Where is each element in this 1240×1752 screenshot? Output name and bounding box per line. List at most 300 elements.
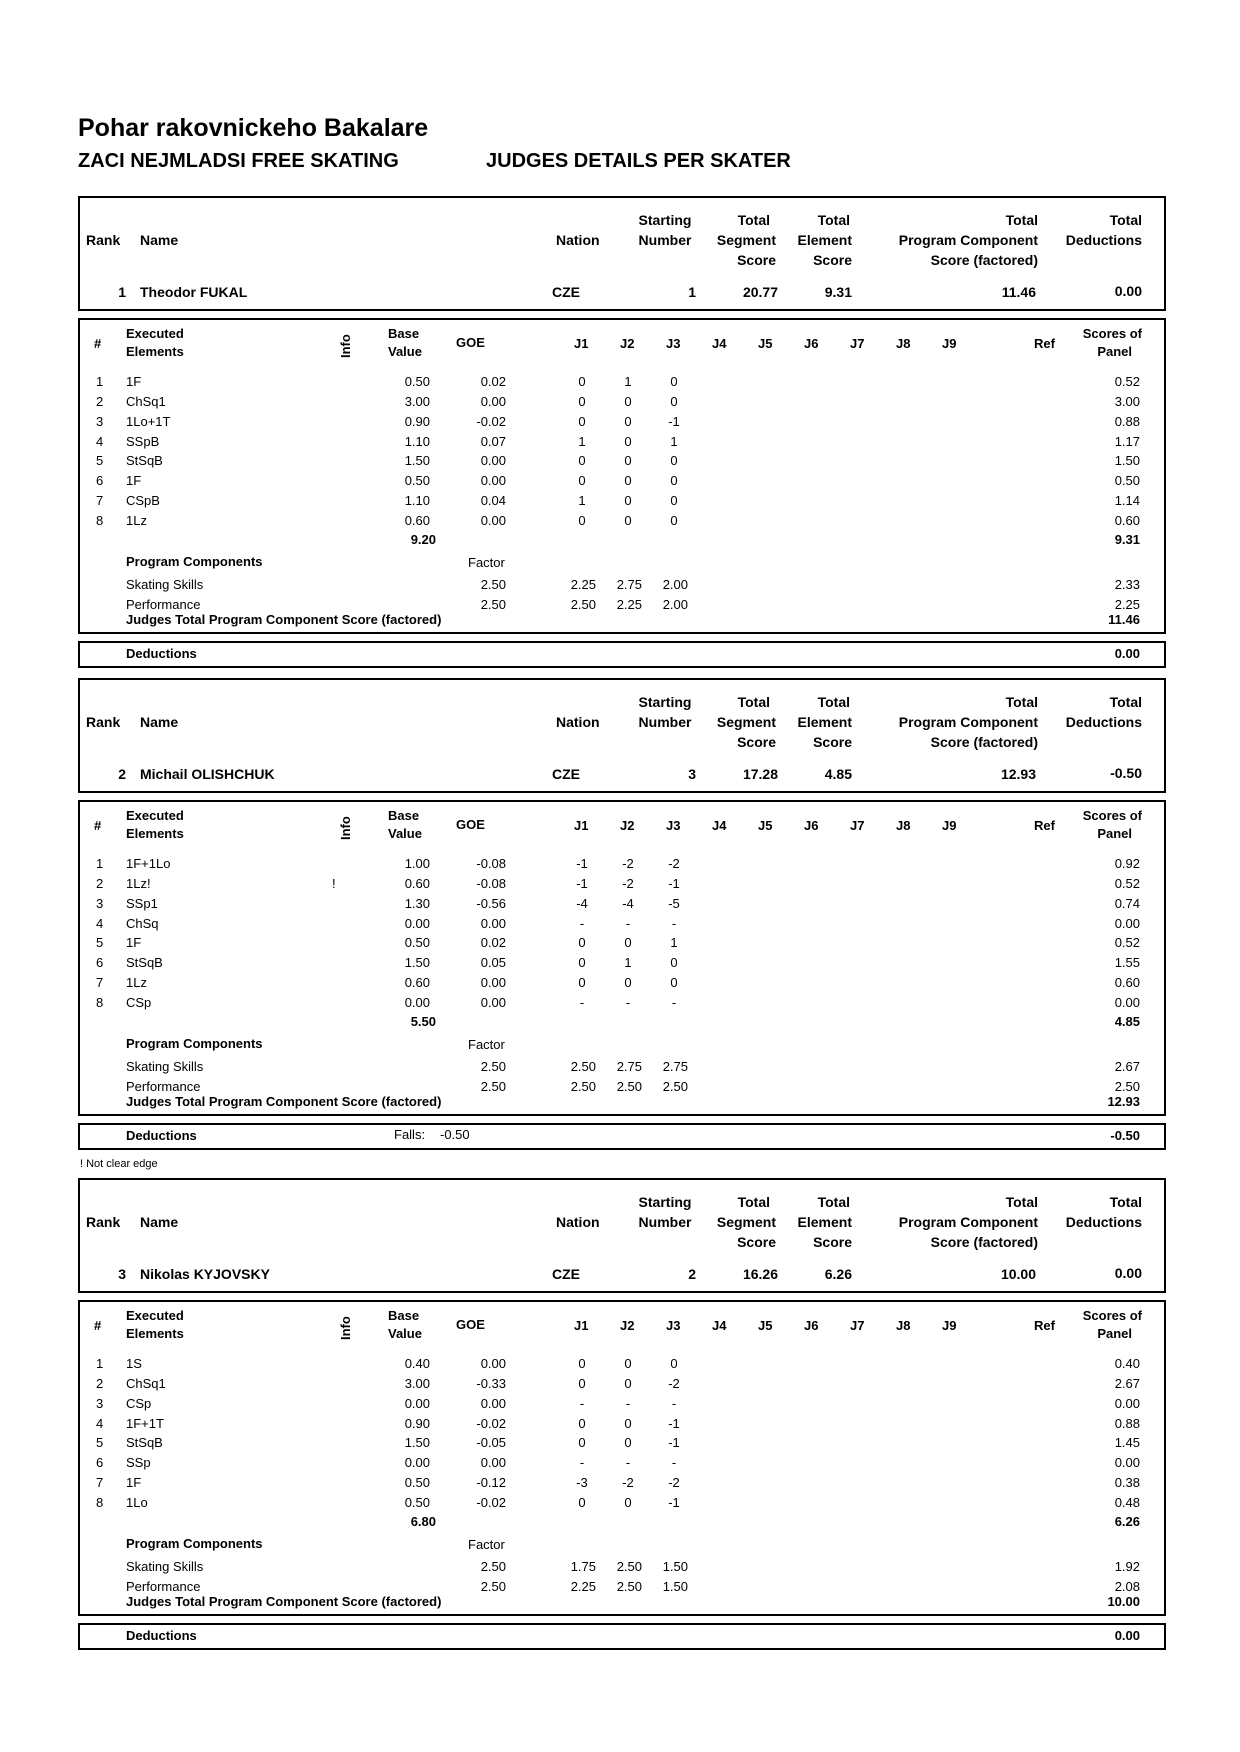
base-value: 0.00 <box>404 1455 430 1470</box>
judge-1-score: - <box>579 916 585 931</box>
factor-header: Factor <box>468 555 505 570</box>
j6-header: J6 <box>804 1318 819 1333</box>
base-header-1: Base <box>388 326 420 341</box>
nation-header: Nation <box>556 1214 600 1230</box>
starting-header-1: Starting <box>638 694 692 710</box>
goe-value: 0.00 <box>480 1396 506 1411</box>
judge-2-score: - <box>625 916 631 931</box>
goe-value: 0.00 <box>480 916 506 931</box>
element-code: CSpB <box>126 493 160 508</box>
base-value: 1.50 <box>404 955 430 970</box>
rank-header: Rank <box>86 1214 121 1230</box>
judge-1-score: 1 <box>578 493 586 508</box>
falls-label: Falls: <box>394 1127 426 1142</box>
element-row-number: 1 <box>96 374 104 389</box>
judge-1-score: -4 <box>576 896 588 911</box>
element-code: CSp <box>126 995 152 1010</box>
base-header-2: Value <box>388 344 422 359</box>
base-header-1: Base <box>388 1308 420 1323</box>
base-value-total: 6.80 <box>410 1514 436 1529</box>
judge-1-score: 1 <box>578 434 586 449</box>
judge-3-score: - <box>671 995 677 1010</box>
element-row-number: 4 <box>96 434 104 449</box>
judges-total-label: Judges Total Program Component Score (factored) <box>126 1594 442 1609</box>
base-value-total: 9.20 <box>410 532 436 547</box>
component-panel: 2.33 <box>1114 577 1140 592</box>
judge-1-score: 0 <box>578 453 586 468</box>
goe-value: 0.07 <box>480 434 506 449</box>
component-name: Performance <box>126 1079 201 1094</box>
judge-2-score: 0 <box>624 473 632 488</box>
base-value: 0.40 <box>404 1356 430 1371</box>
judge-3-score: 0 <box>670 975 678 990</box>
j9-header: J9 <box>942 336 957 351</box>
goe-value: 0.04 <box>480 493 506 508</box>
base-value: 0.60 <box>404 876 430 891</box>
component-judge-2: 2.50 <box>616 1559 642 1574</box>
element-code: 1F <box>126 473 142 488</box>
base-value: 0.50 <box>404 374 430 389</box>
name-header: Name <box>140 232 179 248</box>
component-panel: 2.50 <box>1114 1079 1140 1094</box>
element-row-number: 3 <box>96 1396 104 1411</box>
judge-2-score: 0 <box>624 453 632 468</box>
skater-name: Michail OLISHCHUK <box>140 766 275 782</box>
judge-1-score: -1 <box>576 856 588 871</box>
exec-header-1: Executed <box>126 808 184 823</box>
component-judge-2: 2.25 <box>616 597 642 612</box>
base-header-2: Value <box>388 826 422 841</box>
component-judge-2: 2.75 <box>616 577 642 592</box>
goe-value: 0.05 <box>480 955 506 970</box>
panel-total: 6.26 <box>1114 1514 1140 1529</box>
tss-header-2: Segment <box>716 1214 776 1230</box>
tes-value: 6.26 <box>824 1266 852 1282</box>
tss-value: 17.28 <box>742 766 778 782</box>
nation-header: Nation <box>556 232 600 248</box>
panel-score: 0.00 <box>1114 916 1140 931</box>
panel-total: 4.85 <box>1114 1014 1140 1029</box>
panel-score: 3.00 <box>1114 394 1140 409</box>
panel-score: 0.40 <box>1114 1356 1140 1371</box>
base-value: 0.90 <box>404 1416 430 1431</box>
judge-3-score: 0 <box>670 473 678 488</box>
tes-value: 4.85 <box>824 766 852 782</box>
goe-value: 0.00 <box>480 394 506 409</box>
pcs-header-3: Score (factored) <box>930 252 1038 268</box>
starting-number: 3 <box>688 766 696 782</box>
program-components-label: Program Components <box>126 1536 263 1551</box>
component-judge-1: 2.50 <box>570 1059 596 1074</box>
element-code: 1F+1Lo <box>126 856 171 871</box>
judges-total-value: 11.46 <box>1108 612 1140 627</box>
judge-3-score: 0 <box>670 394 678 409</box>
component-judge-1: 2.50 <box>570 597 596 612</box>
panel-score: 1.17 <box>1114 434 1140 449</box>
component-name: Performance <box>126 1579 201 1594</box>
tss-header-3: Score <box>737 1234 776 1250</box>
judges-total-value: 10.00 <box>1107 1594 1140 1609</box>
panel-score: 0.60 <box>1114 513 1140 528</box>
judge-3-score: -1 <box>668 1495 680 1510</box>
component-panel: 2.08 <box>1114 1579 1140 1594</box>
base-value: 0.50 <box>404 935 430 950</box>
goe-value: -0.08 <box>476 856 506 871</box>
skater-name: Nikolas KYJOVSKY <box>140 1266 270 1282</box>
judge-3-score: 0 <box>670 453 678 468</box>
judge-2-score: 0 <box>624 1376 632 1391</box>
panel-score: 0.00 <box>1114 1455 1140 1470</box>
goe-value: -0.12 <box>476 1475 506 1490</box>
judge-3-score: 1 <box>670 434 678 449</box>
event-title: Pohar rakovnickeho Bakalare <box>78 114 429 142</box>
tss-header-2: Segment <box>716 232 776 248</box>
element-code: 1F <box>126 1475 142 1490</box>
base-header-1: Base <box>388 808 420 823</box>
judges-total-label: Judges Total Program Component Score (factored) <box>126 612 442 627</box>
j8-header: J8 <box>896 818 911 833</box>
tes-header-2: Element <box>797 232 852 248</box>
judge-2-score: 0 <box>624 1356 632 1371</box>
element-code: SSp1 <box>126 896 158 911</box>
judge-1-score: 0 <box>578 513 586 528</box>
base-value-total: 5.50 <box>410 1014 436 1029</box>
pcs-header-2: Program Component <box>898 232 1038 248</box>
panel-score: 1.50 <box>1114 453 1140 468</box>
pcs-header-3: Score (factored) <box>930 1234 1038 1250</box>
goe-value: 0.02 <box>480 374 506 389</box>
judge-2-score: -4 <box>622 896 634 911</box>
panel-score: 0.88 <box>1114 1416 1140 1431</box>
goe-value: -0.05 <box>476 1435 506 1450</box>
judge-1-score: 0 <box>578 1495 586 1510</box>
deductions-value: 0.00 <box>1114 1628 1140 1643</box>
starting-header-2: Number <box>638 1214 692 1230</box>
pcs-value: 11.46 <box>1001 284 1036 300</box>
j2-header: J2 <box>620 818 635 833</box>
starting-header-1: Starting <box>638 1194 692 1210</box>
tss-header-1: Total <box>737 1194 770 1210</box>
judge-2-score: 0 <box>624 513 632 528</box>
panel-score: 0.74 <box>1114 896 1140 911</box>
nation-value: CZE <box>552 1266 580 1282</box>
judge-3-score: -1 <box>668 876 680 891</box>
component-judge-3: 1.50 <box>662 1559 688 1574</box>
goe-value: -0.02 <box>476 1416 506 1431</box>
deductions-value: -0.50 <box>1110 1128 1140 1143</box>
panel-score: 0.52 <box>1114 935 1140 950</box>
ded-value: 0.00 <box>1114 283 1142 299</box>
judge-3-score: 0 <box>670 1356 678 1371</box>
element-row-number: 6 <box>96 955 104 970</box>
tes-header-2: Element <box>797 714 852 730</box>
goe-header: GOE <box>456 1317 485 1332</box>
pcs-value: 12.93 <box>1000 766 1036 782</box>
judge-3-score: 0 <box>670 955 678 970</box>
component-name: Skating Skills <box>126 1059 204 1074</box>
judge-3-score: -1 <box>668 1416 680 1431</box>
judge-2-score: 0 <box>624 935 632 950</box>
j3-header: J3 <box>666 336 681 351</box>
component-judge-1: 2.50 <box>570 1079 596 1094</box>
judge-1-score: - <box>579 1455 585 1470</box>
category-title: ZACI NEJMLADSI FREE SKATING <box>78 150 399 172</box>
element-code: 1Lz! <box>126 876 151 891</box>
component-judge-1: 2.25 <box>570 577 596 592</box>
judge-3-score: 1 <box>670 935 678 950</box>
deductions-label: Deductions <box>126 1128 197 1143</box>
panel-header-2: Panel <box>1097 344 1132 359</box>
ded-header-2: Deductions <box>1065 714 1142 730</box>
judge-1-score: 0 <box>578 1356 586 1371</box>
judge-3-score: -2 <box>668 1376 680 1391</box>
rank-value: 1 <box>118 284 126 300</box>
judge-1-score: 0 <box>578 1376 586 1391</box>
starting-header-1: Starting <box>638 212 692 228</box>
factor-header: Factor <box>468 1537 505 1552</box>
exec-header-2: Elements <box>126 344 184 359</box>
goe-value: 0.00 <box>480 453 506 468</box>
judge-2-score: 1 <box>624 955 632 970</box>
component-judge-1: 1.75 <box>570 1559 596 1574</box>
tes-value: 9.31 <box>824 284 852 300</box>
ded-header-2: Deductions <box>1065 1214 1142 1230</box>
element-row-number: 4 <box>96 916 104 931</box>
rank-value: 3 <box>118 1266 126 1282</box>
element-code: StSqB <box>126 955 163 970</box>
base-value: 0.50 <box>404 1475 430 1490</box>
j8-header: J8 <box>896 336 911 351</box>
ded-value: 0.00 <box>1114 1265 1142 1281</box>
component-judge-3: 2.50 <box>662 1079 688 1094</box>
j2-header: J2 <box>620 1318 635 1333</box>
goe-value: 0.00 <box>480 1455 506 1470</box>
element-row-number: 2 <box>96 876 104 891</box>
rank-header: Rank <box>86 232 121 248</box>
panel-score: 2.67 <box>1114 1376 1140 1391</box>
judge-3-score: -5 <box>668 896 680 911</box>
nation-value: CZE <box>552 284 580 300</box>
judges-total-value: 12.93 <box>1107 1094 1140 1109</box>
component-panel: 1.92 <box>1114 1559 1140 1574</box>
starting-number: 1 <box>688 284 696 300</box>
component-judge-1: 2.25 <box>570 1579 596 1594</box>
rank-value: 2 <box>118 766 126 782</box>
j7-header: J7 <box>850 818 865 833</box>
name-header: Name <box>140 714 179 730</box>
j3-header: J3 <box>666 1318 681 1333</box>
num-header: # <box>94 1318 102 1333</box>
deductions-label: Deductions <box>126 1628 197 1643</box>
judge-1-score: 0 <box>578 975 586 990</box>
j7-header: J7 <box>850 336 865 351</box>
pcs-header-3: Score (factored) <box>930 734 1038 750</box>
nation-header: Nation <box>556 714 600 730</box>
element-code: 1F+1T <box>126 1416 164 1431</box>
element-code: SSp <box>126 1455 151 1470</box>
judge-2-score: -2 <box>622 876 634 891</box>
ded-header-1: Total <box>1109 694 1142 710</box>
goe-value: -0.08 <box>476 876 506 891</box>
judges-total-label: Judges Total Program Component Score (factored) <box>126 1094 442 1109</box>
ref-header: Ref <box>1034 336 1055 351</box>
deductions-box <box>78 1123 1166 1150</box>
starting-number: 2 <box>688 1266 696 1282</box>
element-row-number: 5 <box>96 1435 104 1450</box>
judge-2-score: 0 <box>624 1435 632 1450</box>
judge-3-score: -1 <box>668 1435 680 1450</box>
component-judge-3: 1.50 <box>662 1579 688 1594</box>
panel-score: 0.38 <box>1114 1475 1140 1490</box>
judge-2-score: 0 <box>624 1416 632 1431</box>
info-header: Info <box>338 1316 353 1340</box>
footnote: ! Not clear edge <box>80 1158 158 1170</box>
factor-header: Factor <box>468 1037 505 1052</box>
judge-2-score: 1 <box>624 374 632 389</box>
judge-2-score: - <box>625 995 631 1010</box>
report-title: JUDGES DETAILS PER SKATER <box>486 150 791 172</box>
judge-3-score: - <box>671 1396 677 1411</box>
panel-score: 0.50 <box>1114 473 1140 488</box>
base-value: 0.50 <box>404 473 430 488</box>
tss-header-1: Total <box>737 212 770 228</box>
j1-header: J1 <box>574 336 589 351</box>
element-code: 1Lz <box>126 513 147 528</box>
judge-3-score: - <box>671 916 677 931</box>
pcs-header-2: Program Component <box>898 714 1038 730</box>
deductions-box <box>78 1623 1166 1650</box>
judge-1-score: - <box>579 995 585 1010</box>
base-value: 0.60 <box>404 513 430 528</box>
judge-2-score: 0 <box>624 434 632 449</box>
exec-header-1: Executed <box>126 1308 184 1323</box>
component-name: Performance <box>126 597 201 612</box>
element-row-number: 6 <box>96 473 104 488</box>
ded-header-1: Total <box>1109 212 1142 228</box>
element-row-number: 7 <box>96 493 104 508</box>
judge-1-score: 0 <box>578 935 586 950</box>
element-code: StSqB <box>126 453 163 468</box>
component-judge-3: 2.00 <box>662 597 688 612</box>
goe-value: 0.00 <box>480 473 506 488</box>
element-row-number: 5 <box>96 453 104 468</box>
judge-2-score: -2 <box>622 1475 634 1490</box>
j4-header: J4 <box>712 336 727 351</box>
panel-score: 0.00 <box>1114 995 1140 1010</box>
starting-header-2: Number <box>638 714 692 730</box>
skater-name: Theodor FUKAL <box>140 284 248 300</box>
judge-2-score: 0 <box>624 975 632 990</box>
tes-header-1: Total <box>817 212 850 228</box>
element-row-number: 1 <box>96 1356 104 1371</box>
panel-score: 1.45 <box>1114 1435 1140 1450</box>
tes-header-2: Element <box>797 1214 852 1230</box>
pcs-value: 10.00 <box>1000 1266 1036 1282</box>
element-row-number: 2 <box>96 394 104 409</box>
judge-2-score: 0 <box>624 1495 632 1510</box>
exec-header-2: Elements <box>126 826 184 841</box>
component-judge-3: 2.00 <box>662 577 688 592</box>
ref-header: Ref <box>1034 1318 1055 1333</box>
panel-score: 1.55 <box>1114 955 1140 970</box>
element-row-number: 8 <box>96 513 104 528</box>
base-header-2: Value <box>388 1326 422 1341</box>
tss-header-1: Total <box>737 694 770 710</box>
j1-header: J1 <box>574 818 589 833</box>
base-value: 0.60 <box>404 975 430 990</box>
j6-header: J6 <box>804 336 819 351</box>
panel-header-1: Scores of <box>1082 326 1142 341</box>
element-code: 1S <box>126 1356 142 1371</box>
component-judge-3: 2.75 <box>662 1059 688 1074</box>
panel-header-2: Panel <box>1097 826 1132 841</box>
j9-header: J9 <box>942 1318 957 1333</box>
element-row-number: 4 <box>96 1416 104 1431</box>
element-row-number: 8 <box>96 1495 104 1510</box>
base-value: 3.00 <box>404 394 430 409</box>
j7-header: J7 <box>850 1318 865 1333</box>
base-value: 1.10 <box>404 434 430 449</box>
panel-total: 9.31 <box>1114 532 1140 547</box>
element-code: 1F <box>126 374 142 389</box>
base-value: 1.10 <box>404 493 430 508</box>
element-row-number: 6 <box>96 1455 104 1470</box>
j5-header: J5 <box>758 1318 773 1333</box>
element-code: 1Lz <box>126 975 147 990</box>
j2-header: J2 <box>620 336 635 351</box>
component-panel: 2.25 <box>1114 597 1140 612</box>
judge-1-score: -1 <box>576 876 588 891</box>
base-value: 1.50 <box>404 1435 430 1450</box>
deductions-label: Deductions <box>126 646 197 661</box>
panel-score: 0.52 <box>1114 374 1140 389</box>
falls-value: -0.50 <box>440 1127 470 1142</box>
element-row-number: 2 <box>96 1376 104 1391</box>
judge-1-score: 0 <box>578 1416 586 1431</box>
element-row-number: 7 <box>96 1475 104 1490</box>
goe-value: -0.02 <box>476 1495 506 1510</box>
panel-score: 0.48 <box>1114 1495 1140 1510</box>
component-factor: 2.50 <box>480 597 506 612</box>
component-judge-2: 2.50 <box>616 1079 642 1094</box>
base-value: 0.00 <box>404 916 430 931</box>
element-code: StSqB <box>126 1435 163 1450</box>
goe-value: 0.00 <box>480 975 506 990</box>
element-code: SSpB <box>126 434 160 449</box>
deductions-box <box>78 641 1166 668</box>
component-factor: 2.50 <box>480 1079 506 1094</box>
goe-value: 0.00 <box>480 513 506 528</box>
program-components-label: Program Components <box>126 554 263 569</box>
judge-1-score: 0 <box>578 394 586 409</box>
ref-header: Ref <box>1034 818 1055 833</box>
j3-header: J3 <box>666 818 681 833</box>
tss-header-2: Segment <box>716 714 776 730</box>
base-value: 1.30 <box>404 896 430 911</box>
program-components-label: Program Components <box>126 1036 263 1051</box>
tss-value: 20.77 <box>742 284 778 300</box>
component-judge-2: 2.75 <box>616 1059 642 1074</box>
starting-header-2: Number <box>638 232 692 248</box>
element-code: ChSq1 <box>126 1376 166 1391</box>
component-factor: 2.50 <box>480 577 506 592</box>
base-value: 0.00 <box>404 1396 430 1411</box>
element-info: ! <box>332 876 336 891</box>
tes-header-3: Score <box>813 252 852 268</box>
tss-header-3: Score <box>737 252 776 268</box>
nation-value: CZE <box>552 766 580 782</box>
ded-header-1: Total <box>1109 1194 1142 1210</box>
